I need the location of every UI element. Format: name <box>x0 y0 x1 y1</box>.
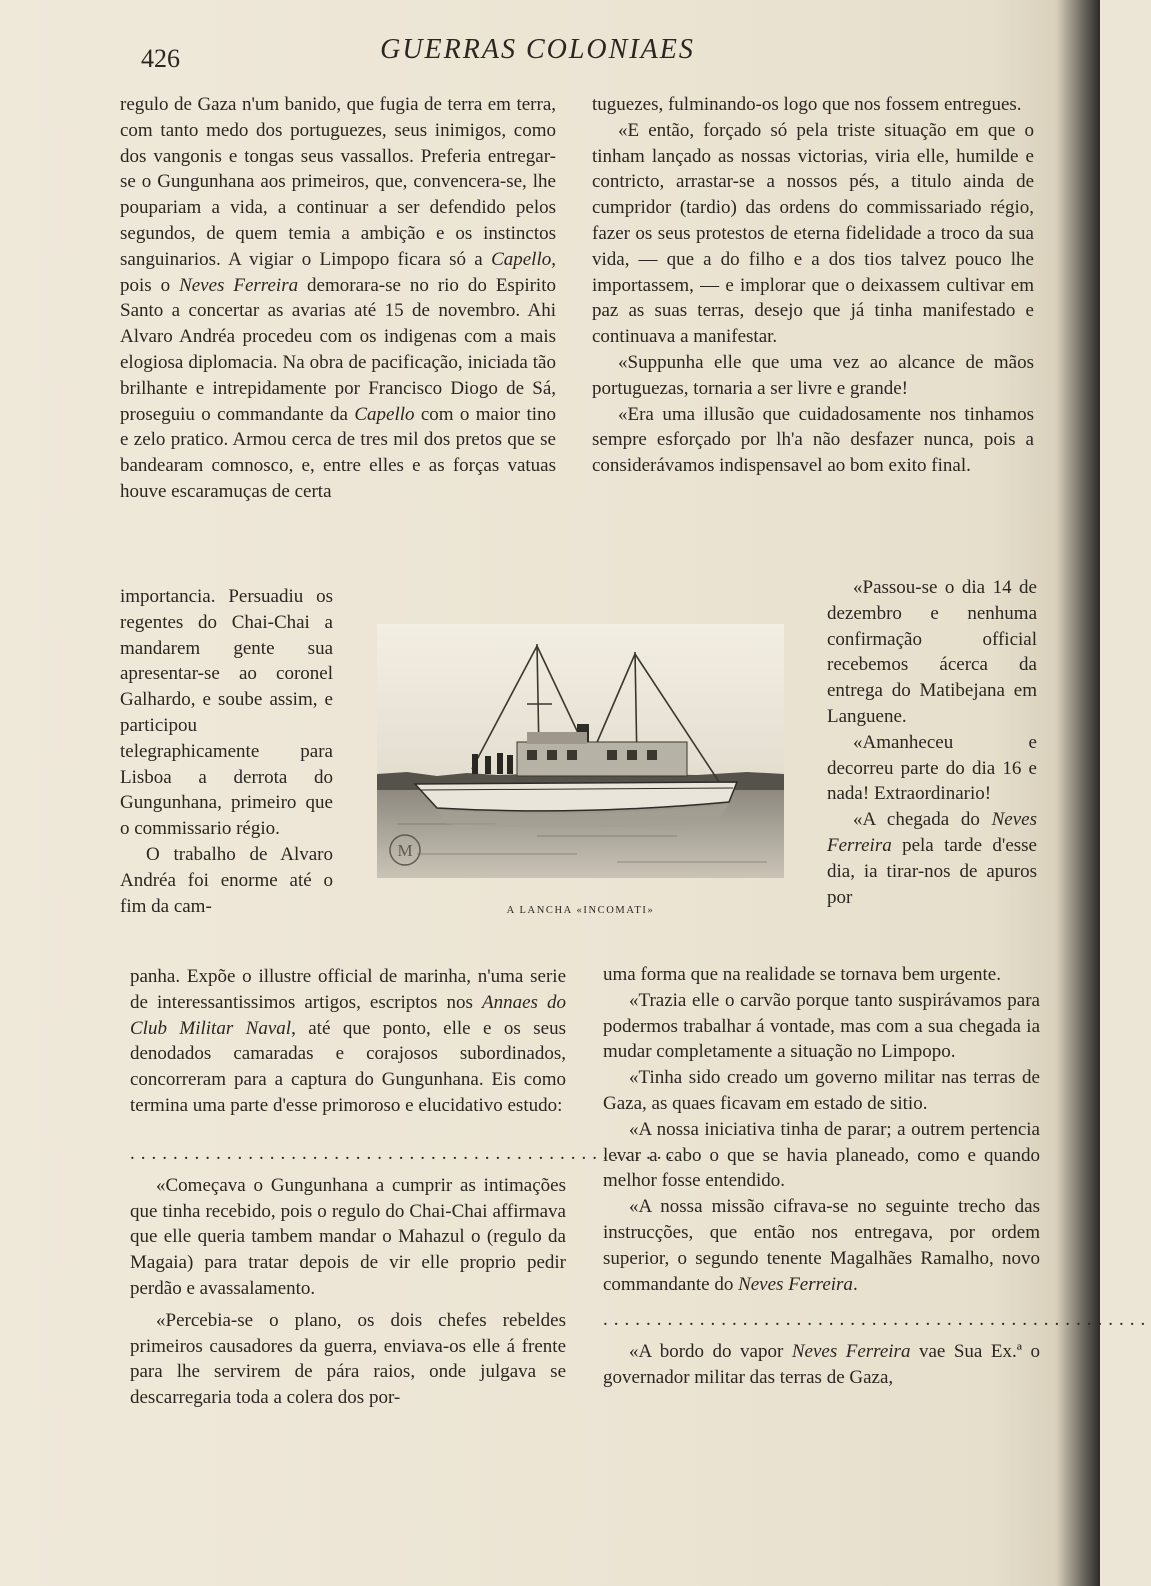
paragraph: «Amanheceu e decorreu parte do dia 16 e nada! Extraordinario! <box>827 731 1037 805</box>
paragraph: O trabalho de Alvaro Andréa foi enorme até o fim da cam- <box>120 843 333 917</box>
launch-illustration <box>377 624 784 878</box>
paragraph: tuguezes, fulminando-os logo que nos fossem entregues. <box>592 94 1022 115</box>
monogram-letter: M <box>397 841 413 860</box>
paragraph: «Percebia-se o plano, os dois chefes rebeldes primeiros causadores da guerra, enviava-os elle á frente para lhe servirem de pára raios, onde julgava se descarregaria toda a colera dos por- <box>130 1309 566 1409</box>
paragraph: «Começava o Gungunhana a cumprir as intimações que tinha recebido, pois o regulo do Chai-Chai affirmava que elle queria tambem mandar o Mahazul o (regulo da Magaia) para tratar depois de vir elle proprio pedir perdão e avassalamento. <box>130 1174 566 1299</box>
paragraph: panha. Expõe o illustre official de marinha, n'uma serie de interessantissimos artigos, escriptos nos Annaes do Club Militar Naval, até que ponto, elle e os seus denodados camaradas e corajosos subordinados, concorreram para a captura do Gungunhana. Eis como termina uma parte d'esse primoroso e elucidativo estudo: <box>130 966 566 1116</box>
paragraph: «Era uma illusão que cuidadosamente nos tinhamos sempre esforçado por lh'a não desfazer nunca, pois a considerávamos indispensavel ao bom exito final. <box>592 403 1034 477</box>
page-number: 426 <box>141 44 180 73</box>
right-column-top <box>592 92 1034 479</box>
paragraph: «E então, forçado só pela triste situação em que o tinham lançado as nossas victorias, viria elle, humilde e contricto, arrastar-se a nossos pés, a titulo ainda de cumpridor (tardio) das ordens do commissariado régio, fazer os seus protestos de eterna fidelidade a troco da sua vida, — que a do filho e a dos tios talvez pouco lhe importassem, — e implorar que o deixassem cultivar em paz as suas terras, desejo que já tinha manifestado e continuava a manifestar. <box>592 119 1034 348</box>
paragraph: «Tinha sido creado um governo militar nas terras de Gaza, as quaes ficavam em estado de sitio. <box>603 1067 1040 1114</box>
right-column-wrap <box>827 575 1037 910</box>
ellipsis-divider: ................................................... <box>603 1309 1151 1331</box>
paragraph: «A nossa missão cifrava-se no seguinte trecho das instrucções, que então nos entregava, por ordem superior, o segundo tenente Magalhães Ramalho, novo commandante do Neves Ferreira. <box>603 1196 1040 1295</box>
left-column-top <box>120 92 556 505</box>
paragraph: «Suppunha elle que uma vez ao alcance de mãos portuguezas, tornaria a ser livre e grande! <box>592 351 1034 399</box>
left-column-bottom <box>130 964 679 1411</box>
paragraph: «A chegada do Neves Ferreira pela tarde d'esse dia, ia tirar-nos de apuros por <box>827 809 1037 908</box>
left-column-wrap <box>120 584 333 919</box>
boat-photograph <box>377 624 784 878</box>
paragraph: «Passou-se o dia 14 de dezembro e nenhuma confirmação official recebemos ácerca da entrega do Matibejana em Languene. <box>827 577 1037 727</box>
paragraph: regulo de Gaza n'um banido, que fugia de terra em terra, com tanto medo dos portuguezes, seus inimigos, como dos vangonis e tongas seus vassallos. Preferia entregar-se o Gungunhana aos primeiros, que, convencera-se, lhe poupariam a vida, a continuar a ser defendido pelos segundos, de quem temia a ambição e os instinctos sanguinarios. A vigiar o Limpopo ficara só a Capello, pois o Neves Ferreira demorara-se no rio do Espirito Santo a concertar as avarias até 15 de novembro. Ahi Alvaro Andréa procedeu com os indigenas com a mais elogiosa diplomacia. Na obra de pacificação, iniciada tão brilhante e intrepidamente por Francisco Diogo de Sá, proseguiu o commandante da Capello com o maior tino e zelo pratico. Armou cerca de tres mil dos pretos que se bandearam comnosco, e, entre elles e as forças vatuas houve escaramuças de certa <box>120 94 557 502</box>
paragraph: «A nossa iniciativa tinha de parar; a outrem pertencia levar a cabo o que se havia planeado, como e quando melhor fosse entendido. <box>603 1118 1040 1192</box>
figure-caption: A LANCHA «INCOMATI» <box>506 905 655 916</box>
paragraph: uma forma que na realidade se tornava bem urgente. <box>603 964 1001 985</box>
paragraph: «Trazia elle o carvão porque tanto suspirávamos para podermos trabalhar á vontade, mas com a sua chegada ia mudar completamente a situação no Limpopo. <box>603 989 1040 1063</box>
ellipsis-divider: ................................................... <box>130 1142 679 1164</box>
paragraph: importancia. Persuadiu os regentes do Chai-Chai a mandarem gente sua apresentar-se ao coronel Galhardo, e soube assim, e participou telegraphicamente para Lisboa a derrota do Gungunhana, primeiro que o commissario régio. <box>120 586 333 840</box>
paragraph: «A bordo do vapor Neves Ferreira vae Sua Ex.ª o governador militar das terras de Gaza, <box>603 1341 1041 1389</box>
right-column-bottom <box>603 962 1151 1391</box>
running-title: GUERRAS COLONIAES <box>380 34 695 65</box>
